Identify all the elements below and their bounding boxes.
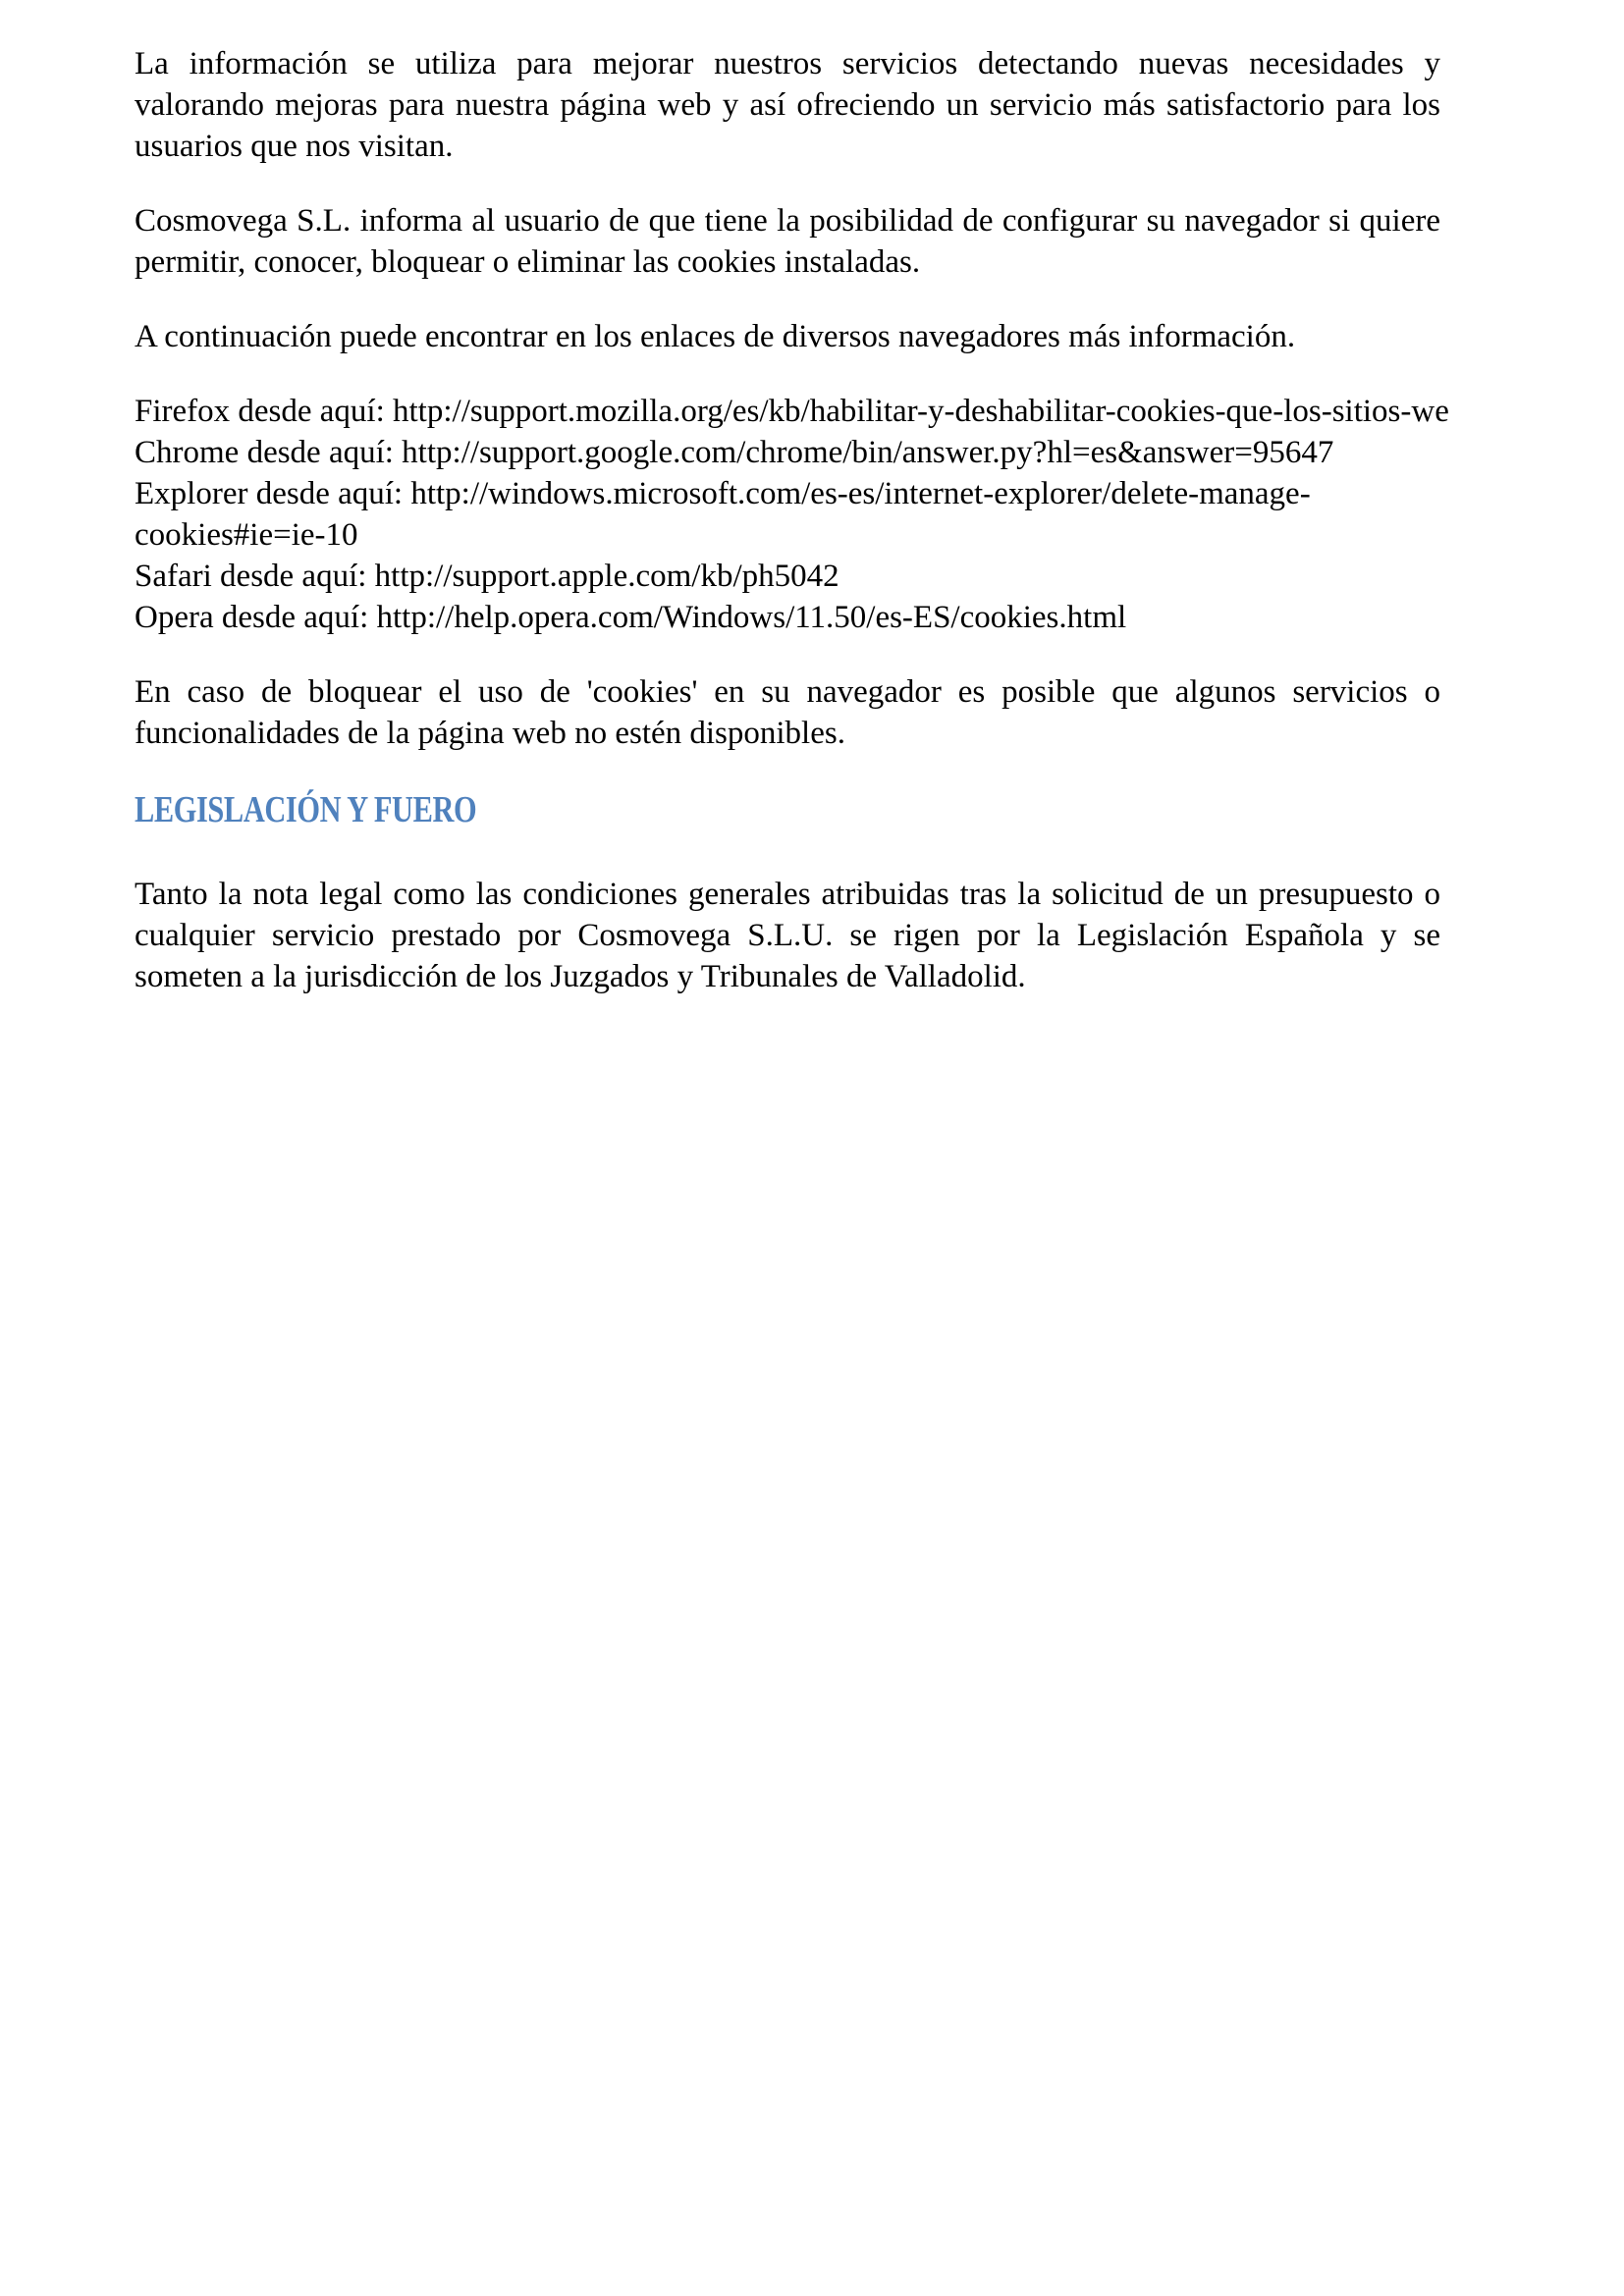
paragraph-browser-config: Cosmovega S.L. informa al usuario de que tiene la posibilidad de configurar su navegador si quiere permitir, conocer, bloquear o eliminar las cookies instaladas. xyxy=(135,203,1440,280)
paragraph-legislation: Tanto la nota legal como las condiciones generales atribuidas tras la solicitud de un presupuesto o cualquier servicio prestado por Cosmovega S.L.U. se rigen por la Legislación Española y se someten a la jurisdicción de los Juzgados y Tribunales de Valladolid. xyxy=(135,877,1440,994)
paragraph-info-usage: La información se utiliza para mejorar nuestros servicios detectando nuevas necesidades y valorando mejoras para nuestra página web y así ofreciendo un servicio más satisfactorio para los usuarios que nos visitan. xyxy=(135,46,1440,164)
document-content xyxy=(135,43,1449,1031)
paragraph-cookies-blocked: En caso de bloquear el uso de 'cookies' en su navegador es posible que algunos servicios o funcionalidades de la página web no estén disponibles. xyxy=(135,674,1440,751)
paragraph-links-intro: A continuación puede encontrar en los enlaces de diversos navegadores más información. xyxy=(135,319,1296,354)
link-line-safari: Safari desde aquí: http://support.apple.com/kb/ph5042 xyxy=(135,559,839,594)
section-heading-legislacion-y-fuero: LEGISLACIÓN Y FUERO xyxy=(135,789,477,830)
link-line-explorer-wrap: cookies#ie=ie-10 xyxy=(135,517,358,553)
link-line-chrome: Chrome desde aquí: http://support.google.com/chrome/bin/answer.py?hl=es&answer=95647 xyxy=(135,435,1334,470)
link-line-opera: Opera desde aquí: http://help.opera.com/Windows/11.50/es-ES/cookies.html xyxy=(135,600,1127,635)
link-line-explorer: Explorer desde aquí: http://windows.microsoft.com/es-es/internet-explorer/delete-manage- xyxy=(135,476,1311,511)
browser-links-block xyxy=(135,391,1449,638)
link-line-firefox: Firefox desde aquí: http://support.mozilla.org/es/kb/habilitar-y-deshabilitar-cookies-que-los-sitios-we xyxy=(135,394,1449,429)
